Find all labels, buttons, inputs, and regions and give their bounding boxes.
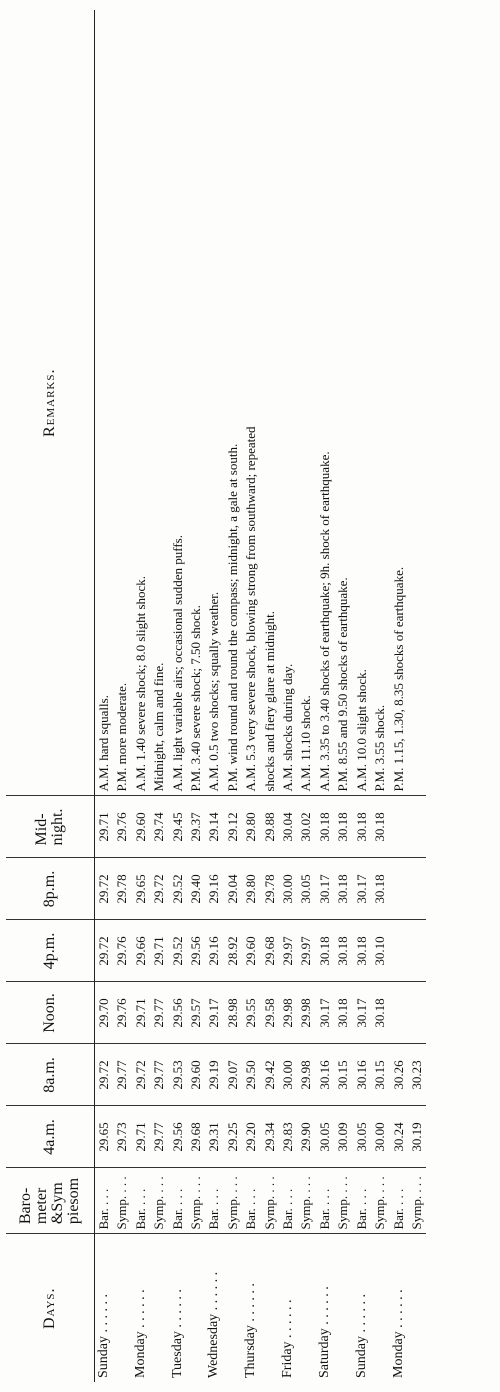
value-midnight: 30.18: [371, 796, 389, 858]
value-midnight: 29.74: [150, 796, 168, 858]
value-4am: 29.77: [150, 1106, 168, 1168]
value-4pm: 30.18: [334, 920, 352, 982]
header-days: Days.: [6, 1234, 95, 1382]
value-noon: 29.98: [297, 982, 315, 1044]
remarks-cell: P.M. 3.55 shock.: [371, 10, 389, 796]
instrument-cell: Symp. . . .: [187, 1168, 205, 1234]
value-8pm: 29.72: [95, 858, 114, 920]
table-row: [169, 10, 187, 1382]
remarks-cell: A.M. 11.10 shock.: [297, 10, 315, 796]
value-noon: 29.58: [261, 982, 279, 1044]
value-8pm: 29.16: [205, 858, 223, 920]
day-cell: [224, 1234, 242, 1382]
value-8pm: 29.65: [132, 858, 150, 920]
value-8pm: 29.52: [169, 858, 187, 920]
value-4pm: 29.60: [242, 920, 260, 982]
value-8am: 29.07: [224, 1044, 242, 1106]
day-cell: Monday . . . . . .: [132, 1289, 148, 1378]
value-midnight: 29.60: [132, 796, 150, 858]
table-row: [279, 10, 297, 1382]
value-8am: 30.15: [334, 1044, 352, 1106]
value-8pm: 29.80: [242, 858, 260, 920]
value-8am: 30.26: [390, 1044, 408, 1106]
value-8pm: 30.18: [371, 858, 389, 920]
value-4am: 30.00: [371, 1106, 389, 1168]
remarks-cell: P.M. 8.55 and 9.50 shocks of earthquake.: [334, 10, 352, 796]
header-midnight-line: Mid-: [32, 813, 50, 846]
value-8pm: 30.00: [279, 858, 297, 920]
value-8pm: 30.17: [316, 858, 334, 920]
header-4am: 4a.m.: [6, 1106, 95, 1168]
value-midnight: 30.04: [279, 796, 297, 858]
value-8am: 29.77: [150, 1044, 168, 1106]
value-4pm: 29.97: [279, 920, 297, 982]
day-cell: Sunday . . . . . .: [96, 1294, 111, 1378]
value-4am: 29.20: [242, 1106, 260, 1168]
instrument-cell: Bar. . . .: [95, 1168, 114, 1234]
header-row: [6, 10, 95, 1382]
value-8am: 29.72: [95, 1044, 114, 1106]
value-midnight: 29.14: [205, 796, 223, 858]
value-8am: 29.98: [297, 1044, 315, 1106]
remarks-cell: P.M. 1.15, 1.30, 8.35 shocks of earthquake.: [390, 10, 408, 796]
value-4am: 29.56: [169, 1106, 187, 1168]
instrument-cell: Symp. . . .: [224, 1168, 242, 1234]
day-cell: [334, 1234, 352, 1382]
value-4am: 29.68: [187, 1106, 205, 1168]
header-barometer: [6, 1168, 95, 1234]
header-remarks: Remarks.: [6, 10, 95, 796]
value-4am: 29.83: [279, 1106, 297, 1168]
value-midnight: 29.71: [95, 796, 114, 858]
table-row: [224, 10, 242, 1382]
value-8pm: 29.72: [150, 858, 168, 920]
table-row: [95, 10, 114, 1382]
instrument-cell: Bar. . . .: [132, 1168, 150, 1234]
value-midnight: 29.12: [224, 796, 242, 858]
instrument-cell: Bar. . . .: [316, 1168, 334, 1234]
header-8pm: 8p.m.: [6, 858, 95, 920]
value-4pm: 29.66: [132, 920, 150, 982]
table-row: [371, 10, 389, 1382]
value-4am: 29.90: [297, 1106, 315, 1168]
value-midnight: 30.18: [353, 796, 371, 858]
instrument-cell: Symp. . . .: [297, 1168, 315, 1234]
value-noon: 29.77: [150, 982, 168, 1044]
table-row: [187, 10, 205, 1382]
value-noon: 29.71: [132, 982, 150, 1044]
header-midnight: [6, 796, 95, 858]
table-row: [408, 10, 426, 1382]
value-4pm: 29.56: [187, 920, 205, 982]
value-8am: 29.42: [261, 1044, 279, 1106]
value-4am: 29.73: [113, 1106, 131, 1168]
table-row: [297, 10, 315, 1382]
instrument-cell: Bar. . . .: [279, 1168, 297, 1234]
barometer-table: [6, 10, 426, 1382]
day-cell: Sunday . . . . . .: [353, 1294, 369, 1378]
table-row: [132, 10, 150, 1382]
header-4pm: 4p.m.: [6, 920, 95, 982]
value-noon: 29.76: [113, 982, 131, 1044]
value-8pm: 30.17: [353, 858, 371, 920]
value-noon: 29.56: [169, 982, 187, 1044]
value-noon: 30.17: [353, 982, 371, 1044]
value-8pm: [390, 858, 408, 920]
value-midnight: [390, 796, 408, 858]
value-4pm: [408, 920, 426, 982]
instrument-cell: Symp. . . .: [371, 1168, 389, 1234]
value-8am: 29.60: [187, 1044, 205, 1106]
table-row: [316, 10, 334, 1382]
remarks-cell: P.M. more moderate.: [113, 10, 131, 796]
instrument-cell: Symp. . . .: [113, 1168, 131, 1234]
instrument-cell: Bar. . . .: [205, 1168, 223, 1234]
value-midnight: 30.02: [297, 796, 315, 858]
value-midnight: 29.88: [261, 796, 279, 858]
value-noon: 30.17: [316, 982, 334, 1044]
value-8pm: 29.04: [224, 858, 242, 920]
value-4am: 30.09: [334, 1106, 352, 1168]
day-cell: [150, 1234, 168, 1382]
value-midnight: 29.80: [242, 796, 260, 858]
remarks-cell: A.M. 1.40 severe shock; 8.0 slight shock.: [132, 10, 150, 796]
instrument-cell: Bar. . . .: [390, 1168, 408, 1234]
table-row: [242, 10, 260, 1382]
value-4pm: 29.76: [113, 920, 131, 982]
remarks-cell: A.M. light variable airs; occasional sudden puffs.: [169, 10, 187, 796]
value-8am: 30.16: [316, 1044, 334, 1106]
value-midnight: 29.76: [113, 796, 131, 858]
value-4pm: 29.68: [261, 920, 279, 982]
value-4pm: 29.72: [95, 920, 114, 982]
table-row: [353, 10, 371, 1382]
value-noon: 29.57: [187, 982, 205, 1044]
table-row: [150, 10, 168, 1382]
value-noon: 30.18: [334, 982, 352, 1044]
day-cell: [187, 1234, 205, 1382]
instrument-cell: Bar. . . .: [169, 1168, 187, 1234]
value-8am: 29.53: [169, 1044, 187, 1106]
value-4pm: 30.10: [371, 920, 389, 982]
header-midnight-line: night.: [48, 808, 66, 846]
day-cell: Wednesday . . . . . .: [206, 1271, 222, 1378]
value-midnight: 30.18: [316, 796, 334, 858]
day-cell: [261, 1234, 279, 1382]
header-barometer-line: Baro-: [16, 1187, 34, 1225]
value-8am: 30.23: [408, 1044, 426, 1106]
value-4pm: 30.18: [353, 920, 371, 982]
remarks-cell: A.M. 3.35 to 3.40 shocks of earthquake; 9h. shock of earthquake.: [316, 10, 334, 796]
instrument-cell: Symp. . . .: [408, 1168, 426, 1234]
value-8am: 30.00: [279, 1044, 297, 1106]
instrument-cell: Bar. . . .: [353, 1168, 371, 1234]
value-4am: 29.31: [205, 1106, 223, 1168]
table-body: [95, 10, 427, 1382]
value-4pm: 30.18: [316, 920, 334, 982]
table-row: [261, 10, 279, 1382]
value-8am: 30.16: [353, 1044, 371, 1106]
value-noon: 30.18: [371, 982, 389, 1044]
day-cell: [371, 1234, 389, 1382]
day-cell: [297, 1234, 315, 1382]
value-8pm: 30.18: [334, 858, 352, 920]
value-noon: [408, 982, 426, 1044]
remarks-cell: P.M. 3.40 severe shock; 7.50 shock.: [187, 10, 205, 796]
value-8am: 30.15: [371, 1044, 389, 1106]
value-noon: 29.17: [205, 982, 223, 1044]
value-4pm: 29.52: [169, 920, 187, 982]
header-barometer-line: meter: [32, 1187, 50, 1225]
day-cell: Saturday . . . . . .: [316, 1286, 332, 1378]
value-noon: 28.98: [224, 982, 242, 1044]
value-4pm: 28.92: [224, 920, 242, 982]
value-8pm: [408, 858, 426, 920]
value-8am: 29.77: [113, 1044, 131, 1106]
table-row: [334, 10, 352, 1382]
day-cell: Thursday . . . . . .: [243, 1283, 259, 1378]
remarks-cell: shocks and fiery glare at midnight.: [261, 10, 279, 796]
header-8am: 8a.m.: [6, 1044, 95, 1106]
value-4am: 29.71: [132, 1106, 150, 1168]
value-4am: 29.65: [95, 1106, 114, 1168]
value-4pm: 29.97: [297, 920, 315, 982]
value-noon: 29.98: [279, 982, 297, 1044]
value-8am: 29.50: [242, 1044, 260, 1106]
value-8pm: 29.78: [261, 858, 279, 920]
value-noon: 29.70: [95, 982, 114, 1044]
header-noon: Noon.: [6, 982, 95, 1044]
value-8pm: 29.40: [187, 858, 205, 920]
value-4pm: 29.16: [205, 920, 223, 982]
value-8pm: 30.05: [297, 858, 315, 920]
header-barometer-line: piesom: [64, 1177, 82, 1225]
day-cell: [113, 1234, 131, 1382]
remarks-cell: A.M. hard squalls.: [95, 10, 114, 796]
instrument-cell: Bar. . . .: [242, 1168, 260, 1234]
value-4pm: 29.71: [150, 920, 168, 982]
value-midnight: 30.18: [334, 796, 352, 858]
value-8am: 29.19: [205, 1044, 223, 1106]
remarks-cell: A.M. shocks during day.: [279, 10, 297, 796]
remarks-cell: A.M. 10.0 slight shock.: [353, 10, 371, 796]
remarks-cell: A.M. 0.5 two shocks; squally weather.: [205, 10, 223, 796]
day-cell: Monday . . . . . .: [390, 1289, 406, 1378]
value-midnight: 29.45: [169, 796, 187, 858]
day-cell: [408, 1234, 426, 1382]
table-row: [390, 10, 408, 1382]
instrument-cell: Symp. . . .: [261, 1168, 279, 1234]
value-4am: 30.19: [408, 1106, 426, 1168]
value-4am: 30.24: [390, 1106, 408, 1168]
day-cell: Friday . . . . . .: [280, 1299, 296, 1378]
instrument-cell: Symp. . . .: [150, 1168, 168, 1234]
value-4am: 30.05: [316, 1106, 334, 1168]
value-midnight: 29.37: [187, 796, 205, 858]
table-row: [113, 10, 131, 1382]
instrument-cell: Symp. . . .: [334, 1168, 352, 1234]
remarks-cell: Midnight, calm and fine.: [150, 10, 168, 796]
value-noon: 29.55: [242, 982, 260, 1044]
value-4am: 30.05: [353, 1106, 371, 1168]
value-noon: [390, 982, 408, 1044]
header-barometer-line: &Sym: [48, 1182, 66, 1225]
table-row: [205, 10, 223, 1382]
value-midnight: [408, 796, 426, 858]
remarks-cell: P.M. wind round and round the compass; midnight, a gale at south.: [224, 10, 242, 796]
value-8am: 29.72: [132, 1044, 150, 1106]
day-cell: Tuesday . . . . . .: [169, 1289, 185, 1378]
remarks-cell: [408, 10, 426, 796]
value-8pm: 29.78: [113, 858, 131, 920]
remarks-cell: A.M. 5.3 very severe shock, blowing strong from southward; repeated: [242, 10, 260, 796]
value-4am: 29.25: [224, 1106, 242, 1168]
value-4pm: [390, 920, 408, 982]
value-4am: 29.34: [261, 1106, 279, 1168]
